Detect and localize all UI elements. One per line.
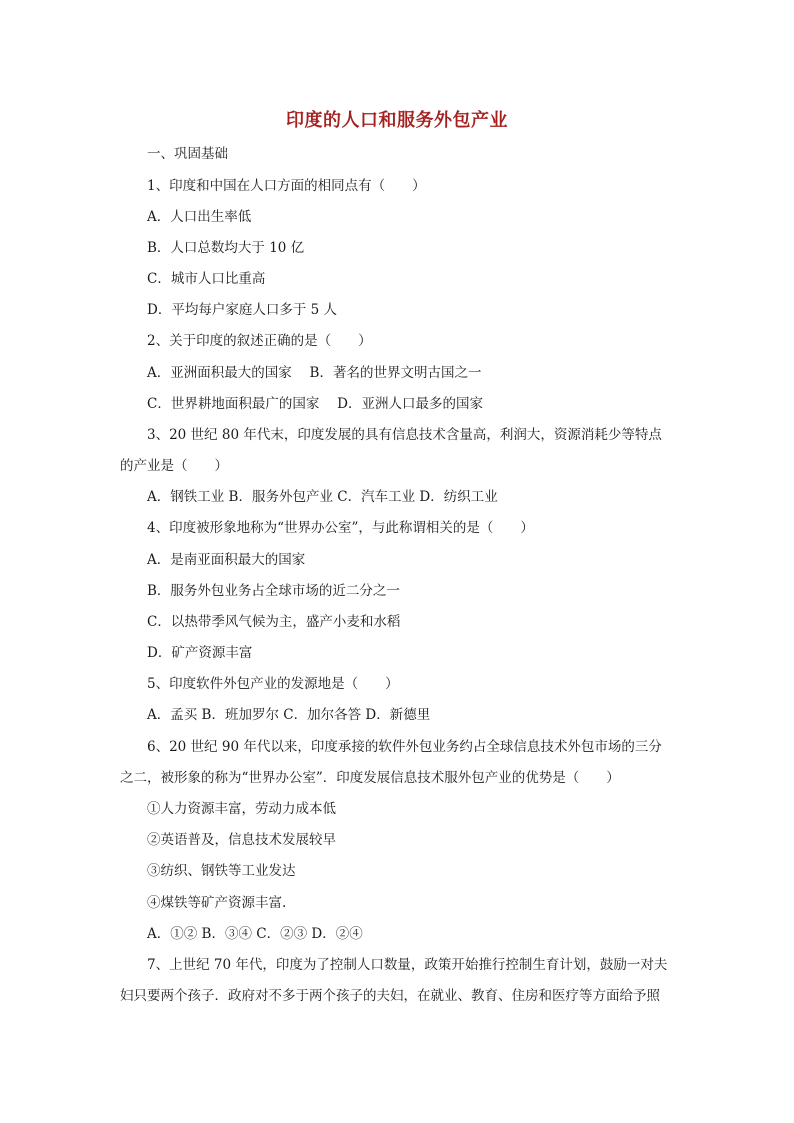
question-5-options: A．孟买 B．班加罗尔 C．加尔各答 D．新德里 <box>147 707 431 723</box>
question-5-stem: 5、印度软件外包产业的发源地是（ ） <box>147 676 399 692</box>
question-3-stem-line2: 的产业是（ ） <box>120 458 228 474</box>
question-4-option-d: D．矿产资源丰富 <box>147 645 253 661</box>
question-3-options: A．钢铁工业 B．服务外包产业 C．汽车工业 D．纺织工业 <box>147 489 498 505</box>
question-2-options-cd: C．世界耕地面积最广的国家 D．亚洲人口最多的国家 <box>147 396 483 412</box>
question-2-stem: 2、关于印度的叙述正确的是（ ） <box>147 333 372 349</box>
question-6-stem-line2: 之二，被形象的称为“世界办公室”．印度发展信息技术服外包产业的优势是（ ） <box>120 770 620 786</box>
document-title: 印度的人口和服务外包产业 <box>286 110 508 131</box>
question-6-item-3: ③纺织、钢铁等工业发达 <box>147 863 296 879</box>
question-7-stem-line2: 妇只要两个孩子．政府对不多于两个孩子的夫妇，在就业、教育、住房和医疗等方面给予照 <box>120 988 660 1004</box>
question-6-item-2: ②英语普及，信息技术发展较早 <box>147 832 336 848</box>
question-6-item-1: ①人力资源丰富，劳动力成本低 <box>147 801 336 817</box>
question-1-option-c: C．城市人口比重高 <box>147 271 266 287</box>
question-7-stem-line1: 7、上世纪 70 年代，印度为了控制人口数量，政策开始推行控制生育计划，鼓励一对夫 <box>147 957 668 973</box>
question-6-stem-line1: 6、20 世纪 90 年代以来，印度承接的软件外包业务约占全球信息技术外包市场的三分 <box>147 739 662 755</box>
question-1-option-d: D．平均每户家庭人口多于 5 人 <box>147 302 337 318</box>
question-4-option-b: B．服务外包业务占全球市场的近二分之一 <box>147 583 400 599</box>
question-2-options-ab: A．亚洲面积最大的国家 B．著名的世界文明古国之一 <box>147 365 482 381</box>
question-1-option-b: B．人口总数均大于 10 亿 <box>147 240 305 256</box>
question-4-option-c: C．以热带季风气候为主，盛产小麦和水稻 <box>147 614 401 630</box>
question-3-stem-line1: 3、20 世纪 80 年代末，印度发展的具有信息技术含量高，利润大，资源消耗少等特点 <box>147 427 662 443</box>
question-1-option-a: A．人口出生率低 <box>147 209 252 225</box>
section-heading: 一、巩固基础 <box>147 146 228 162</box>
question-1-stem: 1、印度和中国在人口方面的相同点有（ ） <box>147 178 426 194</box>
question-4-option-a: A．是南亚面积最大的国家 <box>147 552 306 568</box>
question-6-item-4: ④煤铁等矿产资源丰富. <box>147 895 287 911</box>
question-6-options: A．①② B．③④ C．②③ D．②④ <box>147 926 363 942</box>
question-4-stem: 4、印度被形象地称为“世界办公室”，与此称谓相关的是（ ） <box>147 520 534 536</box>
